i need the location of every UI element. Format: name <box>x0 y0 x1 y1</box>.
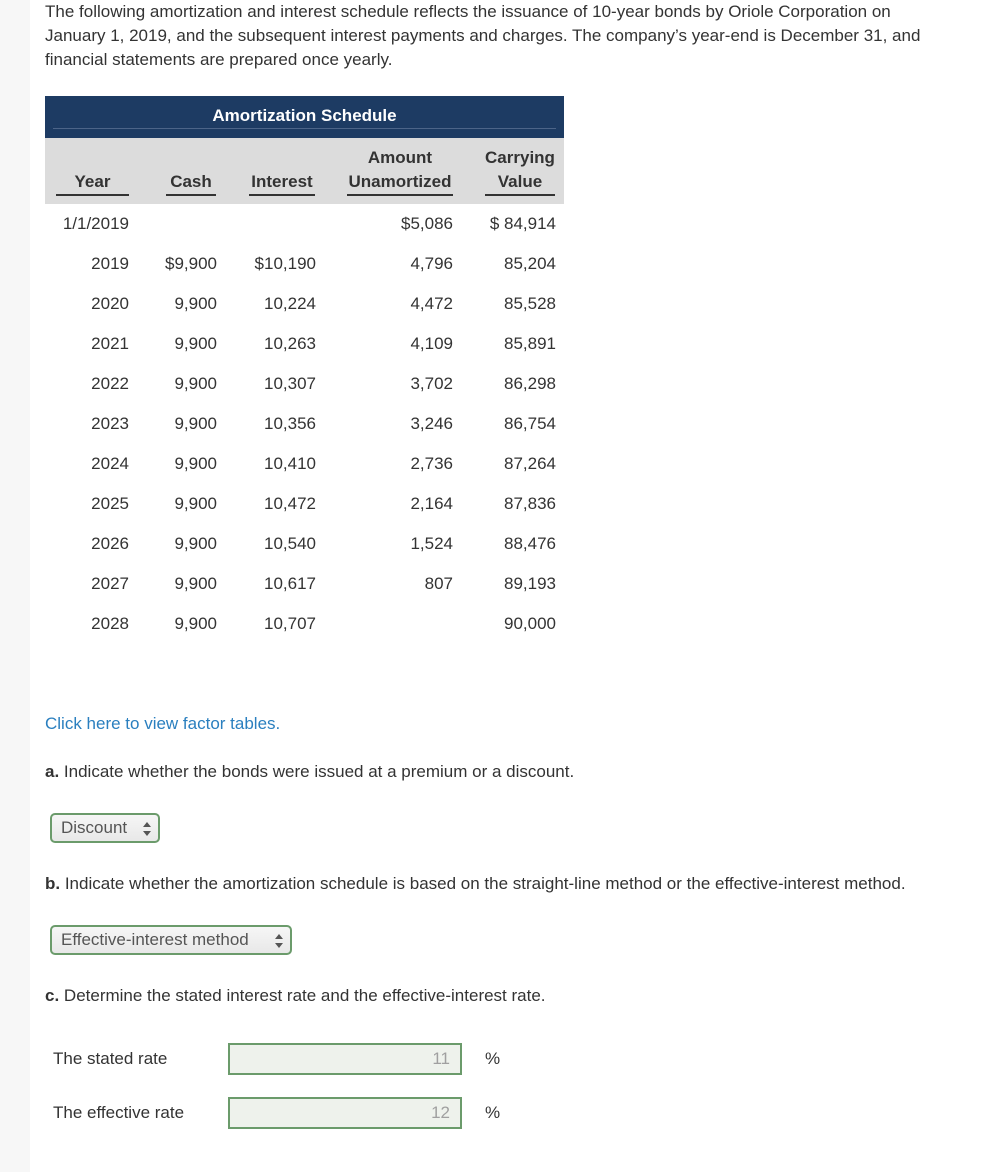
cell-cash: $9,900 <box>165 254 217 273</box>
cell-amount-unamortized: 1,524 <box>410 534 453 553</box>
table-row <box>45 524 564 564</box>
question-c: c. Determine the stated interest rate and the effective-interest rate. <box>45 986 546 1005</box>
table-row <box>45 244 564 284</box>
cell-carrying-value: 85,528 <box>504 294 556 313</box>
cell-interest: 10,410 <box>264 454 316 473</box>
content-panel <box>30 0 990 1172</box>
factor-tables-link[interactable]: Click here to view factor tables. <box>45 714 281 733</box>
cell-carrying-value: $ 84,914 <box>489 214 556 233</box>
cell-year: 2019 <box>91 254 129 273</box>
table-row <box>45 284 564 324</box>
cell-year: 2026 <box>91 534 129 553</box>
intro-text: The following amortization and interest schedule reflects the issuance of 10-year bonds by Oriole Corporation on January 1, 2019, and the subsequent interest payments and charges. The company’s year-end is December 31, and financial statements are prepared once yearly. <box>45 2 921 69</box>
effective-rate-input[interactable]: 12 <box>228 1097 462 1129</box>
question-b: b. Indicate whether the amortization schedule is based on the straight-line method or the effective-interest method. <box>45 874 906 893</box>
table-row <box>45 604 564 644</box>
header-amount-unamortized: Amount Unamortized <box>347 146 453 196</box>
premium-discount-value: Discount <box>61 818 128 837</box>
table-row <box>45 484 564 524</box>
cell-interest: 10,472 <box>264 494 316 513</box>
cell-cash: 9,900 <box>174 494 217 513</box>
cell-carrying-value: 89,193 <box>504 574 556 593</box>
cell-year: 2028 <box>91 614 129 633</box>
header-carrying-value: Carrying Value <box>485 146 555 196</box>
table-header-row <box>45 138 564 204</box>
stated-rate-unit: % <box>485 1049 501 1068</box>
cell-carrying-value: 86,298 <box>504 374 556 393</box>
title-rule <box>53 128 556 129</box>
cell-amount-unamortized: $5,086 <box>401 214 453 233</box>
stated-rate-label: The stated rate <box>53 1049 168 1068</box>
table-row <box>45 404 564 444</box>
cell-amount-unamortized: 4,796 <box>410 254 453 273</box>
cell-amount-unamortized: 4,472 <box>410 294 453 313</box>
cell-cash: 9,900 <box>174 334 217 353</box>
cell-year: 2024 <box>91 454 129 473</box>
cell-year: 2021 <box>91 334 129 353</box>
cell-carrying-value: 85,891 <box>504 334 556 353</box>
cell-carrying-value: 86,754 <box>504 414 556 433</box>
cell-year: 2027 <box>91 574 129 593</box>
cell-interest: $10,190 <box>254 254 316 273</box>
table-row <box>45 564 564 604</box>
amortization-schedule-table <box>45 96 564 644</box>
cell-amount-unamortized: 3,702 <box>410 374 453 393</box>
amortization-method-select[interactable] <box>50 925 292 955</box>
table-title-bar <box>45 96 564 138</box>
table-row <box>45 444 564 484</box>
cell-interest: 10,307 <box>264 374 316 393</box>
cell-year: 2022 <box>91 374 129 393</box>
cell-year: 2020 <box>91 294 129 313</box>
cell-year: 1/1/2019 <box>62 214 129 233</box>
cell-interest: 10,356 <box>264 414 316 433</box>
header-cash: Cash <box>166 170 216 196</box>
table-row <box>45 364 564 404</box>
header-interest: Interest <box>249 170 315 196</box>
cell-amount-unamortized: 3,246 <box>410 414 453 433</box>
cell-cash: 9,900 <box>174 574 217 593</box>
question-a: a. Indicate whether the bonds were issued at a premium or a discount. <box>45 762 575 781</box>
select-arrows-icon <box>275 934 283 948</box>
cell-cash: 9,900 <box>174 614 217 633</box>
cell-year: 2023 <box>91 414 129 433</box>
cell-carrying-value: 85,204 <box>504 254 556 273</box>
cell-carrying-value: 90,000 <box>504 614 556 633</box>
cell-interest: 10,617 <box>264 574 316 593</box>
cell-carrying-value: 87,264 <box>504 454 556 473</box>
cell-interest: 10,224 <box>264 294 316 313</box>
cell-amount-unamortized: 807 <box>424 574 453 593</box>
cell-interest: 10,263 <box>264 334 316 353</box>
cell-interest: 10,707 <box>264 614 316 633</box>
cell-amount-unamortized: 4,109 <box>410 334 453 353</box>
cell-cash: 9,900 <box>174 534 217 553</box>
table-body <box>45 204 564 644</box>
cell-amount-unamortized: 2,164 <box>410 494 453 513</box>
stated-rate-input[interactable]: 11 <box>228 1043 462 1075</box>
cell-cash: 9,900 <box>174 294 217 313</box>
amortization-method-value: Effective-interest method <box>61 930 249 949</box>
table-row <box>45 324 564 364</box>
premium-discount-select[interactable] <box>50 813 160 843</box>
effective-rate-unit: % <box>485 1103 501 1122</box>
cell-cash: 9,900 <box>174 414 217 433</box>
cell-year: 2025 <box>91 494 129 513</box>
cell-cash: 9,900 <box>174 454 217 473</box>
cell-amount-unamortized: 2,736 <box>410 454 453 473</box>
cell-carrying-value: 88,476 <box>504 534 556 553</box>
table-title: Amortization Schedule <box>212 106 397 125</box>
cell-cash: 9,900 <box>174 374 217 393</box>
table-row <box>45 204 564 244</box>
header-year: Year <box>56 170 129 196</box>
select-arrows-icon <box>143 822 151 836</box>
effective-rate-label: The effective rate <box>53 1103 185 1122</box>
cell-carrying-value: 87,836 <box>504 494 556 513</box>
cell-interest: 10,540 <box>264 534 316 553</box>
